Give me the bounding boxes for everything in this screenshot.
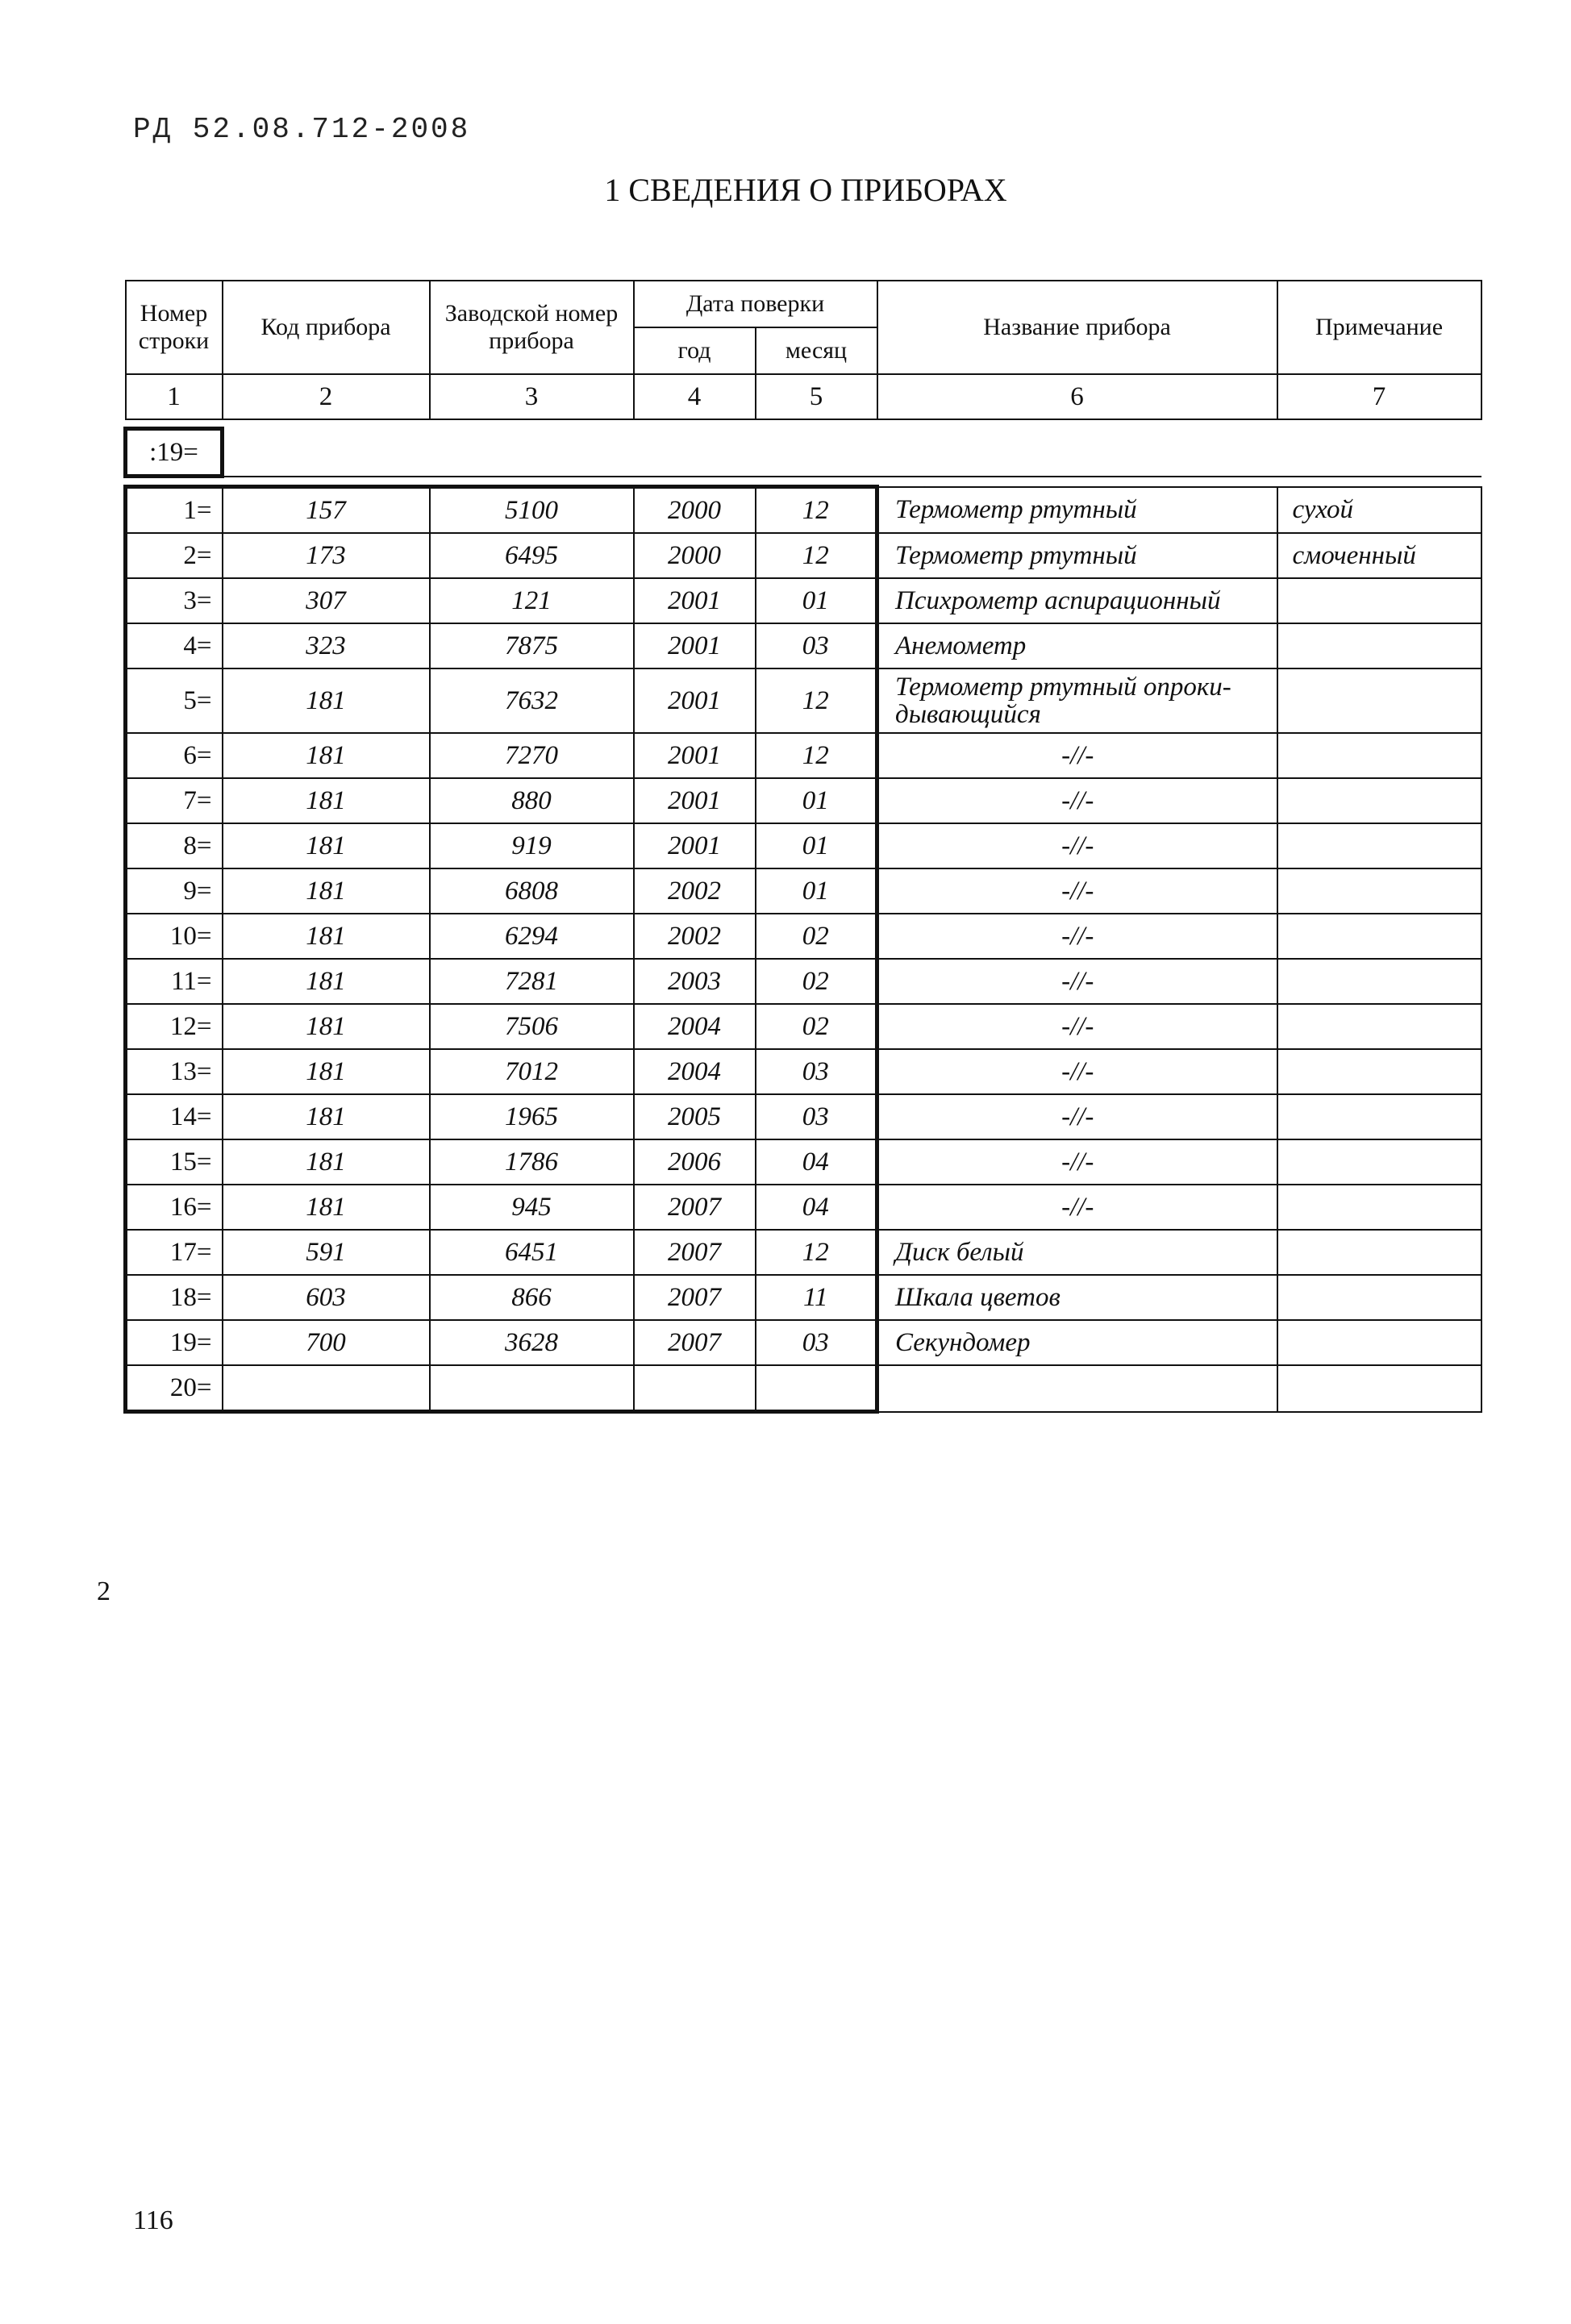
instrument-name: -//- [877,733,1277,778]
note: сухой [1277,487,1481,534]
sheet-number: 2 [97,1576,110,1606]
check-year: 2001 [634,668,756,733]
instrument-name: Термометр ртутный опроки-дывающийся [877,668,1277,733]
note: смоченный [1277,533,1481,578]
instrument-code: 181 [223,1004,430,1049]
serial-number: 6808 [430,868,634,914]
instrument-name: -//- [877,1049,1277,1094]
check-month: 04 [756,1139,877,1185]
header-note: Примечание [1277,281,1481,374]
row-number: 14= [126,1094,223,1139]
serial-number: 3628 [430,1320,634,1365]
check-month: 01 [756,778,877,823]
instrument-name: Секундомер [877,1320,1277,1365]
note [1277,1365,1481,1412]
table-row [126,1275,1481,1320]
column-number: 6 [877,374,1277,419]
serial-number: 7632 [430,668,634,733]
serial-number: 866 [430,1275,634,1320]
column-number: 1 [126,374,223,419]
row-number: 20= [126,1365,223,1412]
table-row [126,533,1481,578]
row-number: 18= [126,1275,223,1320]
note [1277,1320,1481,1365]
check-year: 2001 [634,733,756,778]
serial-number: 7281 [430,959,634,1004]
instrument-code: 700 [223,1320,430,1365]
table-row [126,668,1481,733]
table-row [126,959,1481,1004]
section-title: 1 СВЕДЕНИЯ О ПРИБОРАХ [604,172,1007,208]
table-row [126,823,1481,868]
check-month: 02 [756,1004,877,1049]
check-month: 01 [756,578,877,623]
check-year [634,1365,756,1412]
check-year: 2001 [634,823,756,868]
check-year: 2000 [634,487,756,534]
row-number: 2= [126,533,223,578]
column-number: 2 [223,374,430,419]
instrument-code: 157 [223,487,430,534]
instrument-name: -//- [877,1185,1277,1230]
instrument-code: 181 [223,1139,430,1185]
check-year: 2007 [634,1230,756,1275]
check-month [756,1365,877,1412]
row-number: 9= [126,868,223,914]
table-row [126,914,1481,959]
check-month: 04 [756,1185,877,1230]
row-number: 5= [126,668,223,733]
note [1277,578,1481,623]
instrument-name: -//- [877,1004,1277,1049]
serial-number: 919 [430,823,634,868]
row-number: 16= [126,1185,223,1230]
instrument-name [877,1365,1277,1412]
instrument-code: 181 [223,733,430,778]
check-month: 12 [756,1230,877,1275]
instrument-code: 181 [223,823,430,868]
note [1277,778,1481,823]
table-row [126,1139,1481,1185]
table-row [126,1320,1481,1365]
column-number: 7 [1277,374,1481,419]
row-number: 7= [126,778,223,823]
row-number: 10= [126,914,223,959]
check-month: 12 [756,668,877,733]
table-row [126,487,1481,534]
check-month: 03 [756,623,877,668]
check-month: 12 [756,533,877,578]
note [1277,1185,1481,1230]
note [1277,1139,1481,1185]
check-year: 2001 [634,578,756,623]
note [1277,868,1481,914]
table-row [126,623,1481,668]
instrument-name: Диск белый [877,1230,1277,1275]
column-number: 5 [756,374,877,419]
instrument-code: 181 [223,914,430,959]
document-code: РД 52.08.712-2008 [133,113,471,146]
instrument-code: 181 [223,1185,430,1230]
row-number: 15= [126,1139,223,1185]
check-month: 11 [756,1275,877,1320]
serial-number: 7012 [430,1049,634,1094]
check-month: 03 [756,1094,877,1139]
check-month: 03 [756,1320,877,1365]
instrument-name: -//- [877,823,1277,868]
instrument-code: 591 [223,1230,430,1275]
table-row [126,1185,1481,1230]
row-number: 1= [126,487,223,534]
serial-number: 1786 [430,1139,634,1185]
table-row [126,733,1481,778]
check-month: 12 [756,487,877,534]
note [1277,1004,1481,1049]
serial-number: 880 [430,778,634,823]
check-year: 2007 [634,1185,756,1230]
note [1277,1230,1481,1275]
serial-number: 7270 [430,733,634,778]
instrument-code: 181 [223,1094,430,1139]
instrument-code [223,1365,430,1412]
note [1277,1049,1481,1094]
check-year: 2000 [634,533,756,578]
row-number: 17= [126,1230,223,1275]
row-number: 11= [126,959,223,1004]
instrument-code: 181 [223,778,430,823]
header-serial: Заводской номер прибора [430,281,634,374]
instrument-name: -//- [877,1139,1277,1185]
header-year: год [634,327,756,374]
check-year: 2002 [634,914,756,959]
note [1277,914,1481,959]
check-year: 2004 [634,1049,756,1094]
serial-number: 121 [430,578,634,623]
table-row [126,778,1481,823]
serial-number: 6451 [430,1230,634,1275]
instrument-code: 181 [223,868,430,914]
check-year: 2004 [634,1004,756,1049]
table-row [126,1365,1481,1412]
column-number: 4 [634,374,756,419]
instrument-code: 323 [223,623,430,668]
column-number: 3 [430,374,634,419]
check-year: 2003 [634,959,756,1004]
header-check-date: Дата поверки [634,281,877,327]
check-month: 02 [756,959,877,1004]
note [1277,1275,1481,1320]
note [1277,623,1481,668]
instrument-name: Термометр ртутный [877,487,1277,534]
row-number: 4= [126,623,223,668]
section-label: :19= [126,429,223,477]
instruments-table [123,280,1482,1414]
instrument-name: Психрометр аспирационный [877,578,1277,623]
instrument-name: -//- [877,868,1277,914]
note [1277,733,1481,778]
instrument-name: Шкала цветов [877,1275,1277,1320]
header-month: месяц [756,327,877,374]
serial-number: 7875 [430,623,634,668]
instrument-code: 173 [223,533,430,578]
note [1277,1094,1481,1139]
check-month: 01 [756,823,877,868]
check-month: 12 [756,733,877,778]
table-row [126,578,1481,623]
check-year: 2006 [634,1139,756,1185]
check-year: 2001 [634,778,756,823]
instrument-name: Термометр ртутный [877,533,1277,578]
instrument-code: 181 [223,1049,430,1094]
table-row [126,868,1481,914]
row-number: 13= [126,1049,223,1094]
instrument-name: Анемометр [877,623,1277,668]
table-row [126,1230,1481,1275]
header-name: Название прибора [877,281,1277,374]
row-number: 3= [126,578,223,623]
check-year: 2007 [634,1275,756,1320]
serial-number: 6495 [430,533,634,578]
instrument-name: -//- [877,778,1277,823]
check-month: 02 [756,914,877,959]
table-row [126,1004,1481,1049]
instrument-code: 603 [223,1275,430,1320]
serial-number: 1965 [430,1094,634,1139]
table-row [126,1094,1481,1139]
header-code: Код прибора [223,281,430,374]
serial-number: 6294 [430,914,634,959]
row-number: 19= [126,1320,223,1365]
check-year: 2002 [634,868,756,914]
check-month: 03 [756,1049,877,1094]
table-row [126,1049,1481,1094]
check-year: 2001 [634,623,756,668]
instrument-name: -//- [877,1094,1277,1139]
instrument-name: -//- [877,914,1277,959]
row-number: 6= [126,733,223,778]
serial-number: 5100 [430,487,634,534]
instrument-name: -//- [877,959,1277,1004]
check-year: 2005 [634,1094,756,1139]
note [1277,823,1481,868]
row-number: 12= [126,1004,223,1049]
serial-number [430,1365,634,1412]
header-row-number: Номер строки [126,281,223,374]
instrument-code: 181 [223,959,430,1004]
note [1277,668,1481,733]
note [1277,959,1481,1004]
serial-number: 945 [430,1185,634,1230]
serial-number: 7506 [430,1004,634,1049]
page-number: 116 [133,2205,173,2235]
instrument-code: 181 [223,668,430,733]
instrument-code: 307 [223,578,430,623]
row-number: 8= [126,823,223,868]
check-month: 01 [756,868,877,914]
check-year: 2007 [634,1320,756,1365]
